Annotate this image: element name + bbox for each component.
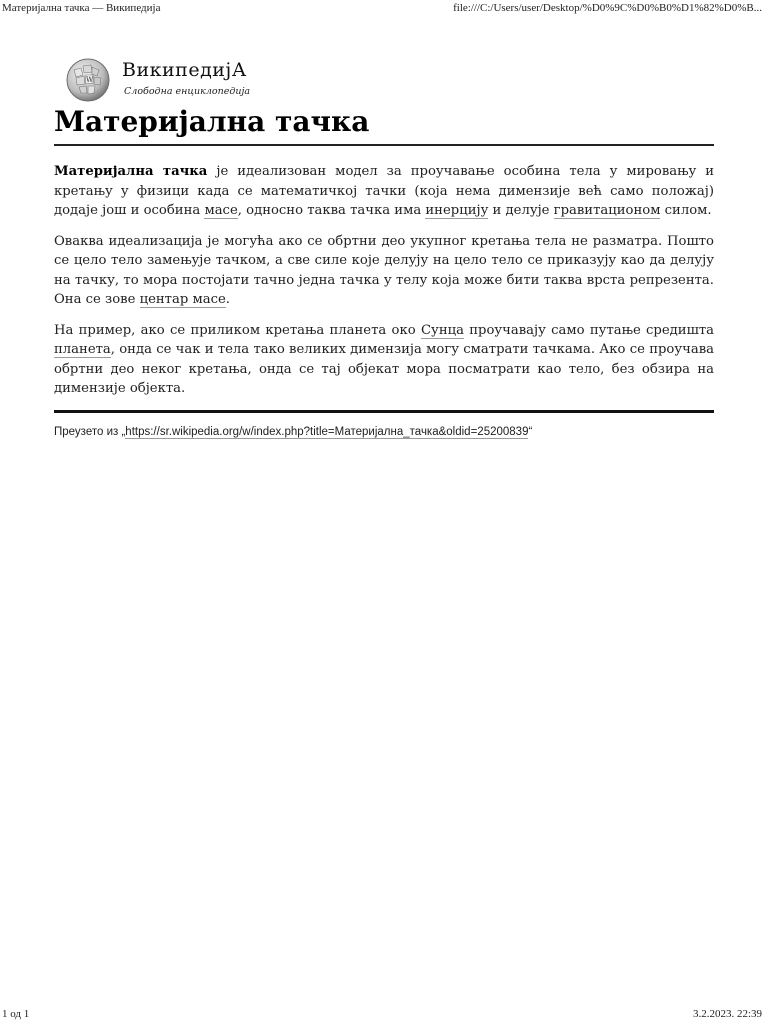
wikipedia-globe-icon: [64, 56, 112, 104]
link-planets[interactable]: планета: [54, 342, 111, 357]
paragraph-text: Оваква идеализација је могућа ако се обртни део укупног кретања тела не разматра. Пошто се цело тело замењује тачком, а све силе које делују на цело тело се приказују као да делују на тачку, то мора постојати тачно једна тачка у телу која може бити таква врста репрезента. Она се зове: [54, 233, 714, 307]
link-gravitational[interactable]: гравитационом: [553, 203, 661, 218]
page-count: 1 од 1: [2, 1008, 30, 1020]
paragraph-text: је идеализован модел за проучавање особина тела у мировању и кретању у физици када се математичкој тачки (која нема димензије већ само положај) додаје још и особина: [54, 164, 715, 218]
paragraph-2: [54, 232, 714, 310]
print-header-page-title: Материјална тачка — Википедија: [2, 2, 161, 14]
paragraph-text: проучавају само путање средишта: [463, 322, 714, 338]
paragraph-text: силом.: [660, 203, 712, 218]
content-divider: [54, 410, 714, 413]
link-center-of-mass[interactable]: центар масе: [139, 292, 226, 307]
retrieved-from: [54, 426, 714, 438]
paragraph-text: , односно таква тачка има: [237, 203, 426, 218]
print-header: [2, 2, 766, 16]
print-footer: [2, 1008, 766, 1022]
link-inertia[interactable]: инерцију: [425, 203, 489, 218]
link-mass[interactable]: масе: [204, 203, 238, 218]
wikipedia-logo[interactable]: [64, 56, 264, 104]
article-body: [54, 162, 714, 410]
paragraph-1: [54, 162, 714, 221]
paragraph-3: [54, 321, 714, 399]
print-timestamp: 3.2.2023. 22:39: [692, 1008, 762, 1020]
paragraph-text: .: [225, 292, 230, 307]
source-url-link[interactable]: https://sr.wikipedia.org/w/index.php?title=Материјална_тачка&oldid=25200839: [125, 426, 529, 438]
paragraph-text: На пример, ако се приликом кретања планета око: [54, 322, 421, 338]
paragraph-text: , онда се чак и тела тако великих димензија могу сматрати тачкама. Ако се проучава обртни део неког кретања, онда се тај објекат мора посматрати као тело, без обзира на димензије објекта.: [54, 342, 714, 396]
print-header-file-path: file:///C:/Users/user/Desktop/%D0%9C%D0%B0%D1%82%D0%B...: [453, 2, 762, 14]
retrieved-from-prefix: Преузето из „: [54, 426, 126, 438]
retrieved-from-suffix: “: [528, 426, 533, 438]
svg-text:W: W: [86, 76, 94, 84]
wikipedia-tagline: Слободна енциклопедија: [124, 86, 251, 97]
paragraph-text: и делује: [488, 203, 554, 218]
wikipedia-wordmark: ВикипедијА: [122, 59, 247, 81]
bold-term: Материјална тачка: [54, 164, 208, 179]
link-sun[interactable]: Сунца: [420, 322, 464, 338]
page-title: Материјална тачка: [54, 104, 714, 146]
